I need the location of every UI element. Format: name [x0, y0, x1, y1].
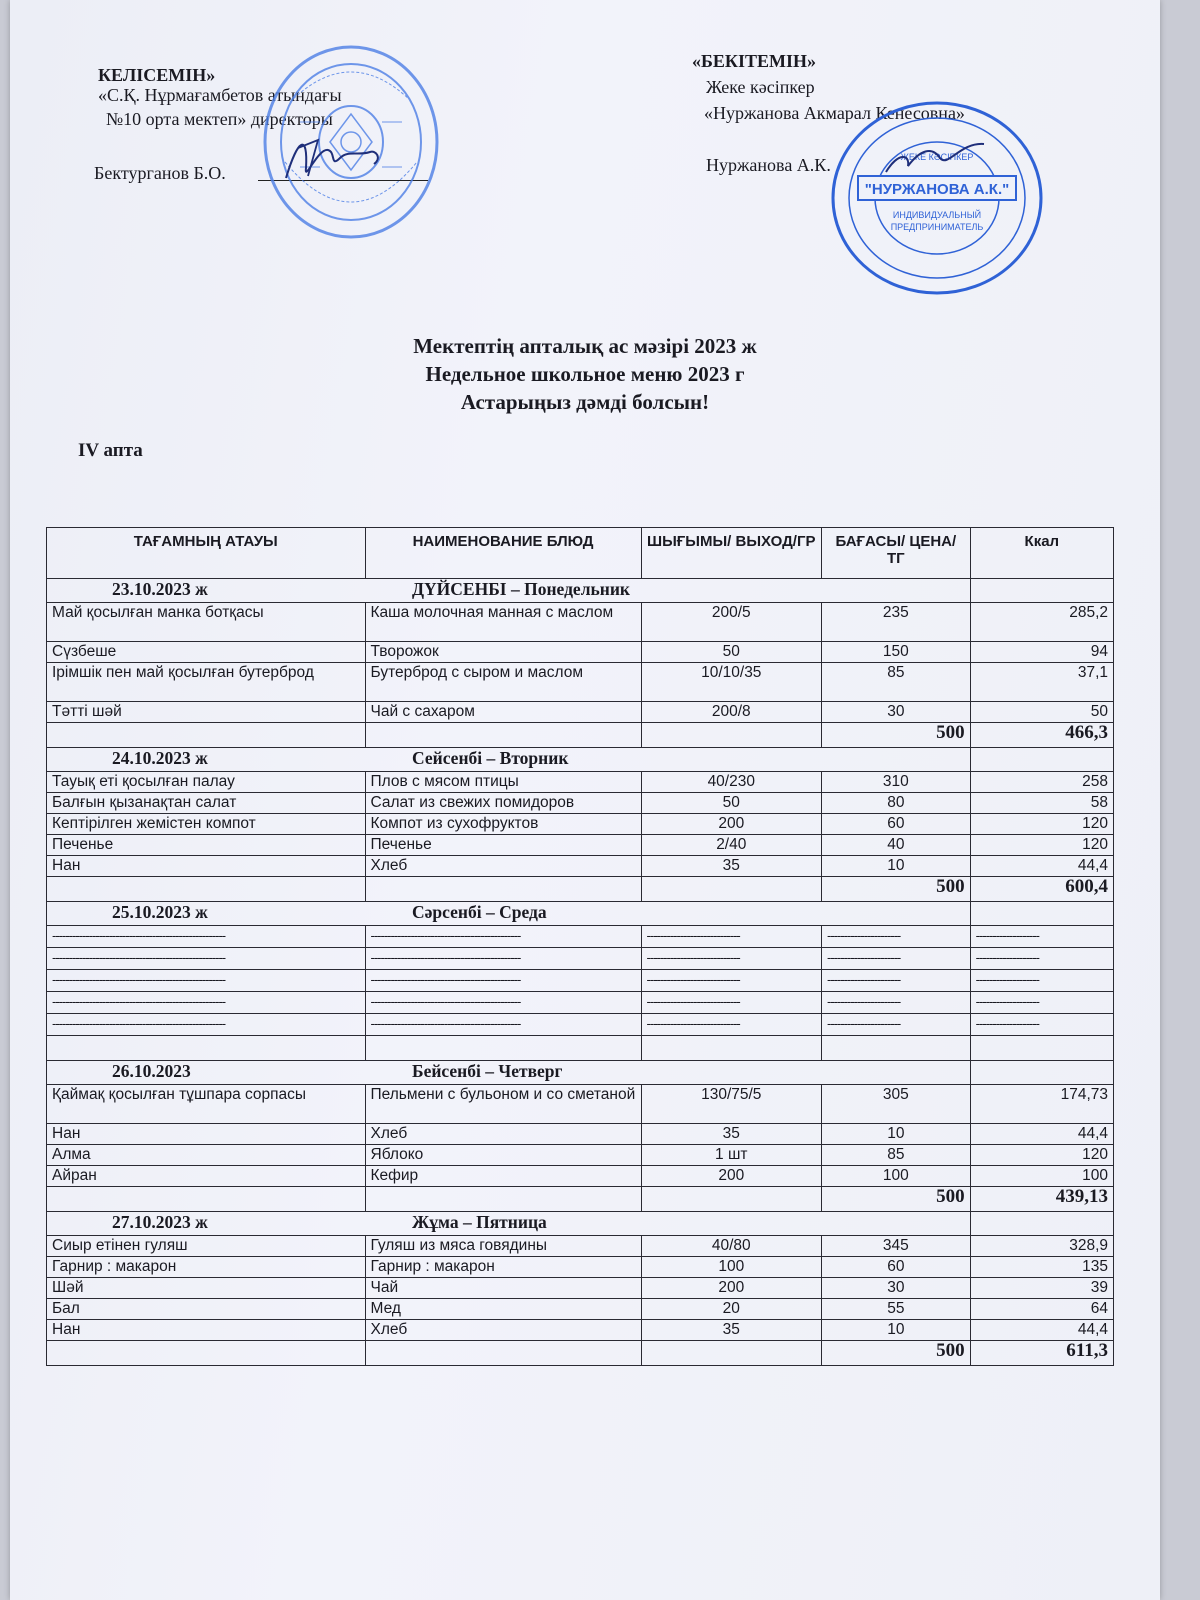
dash-cell: ---------------------------------------------	[365, 948, 641, 970]
dish-price: 30	[822, 1278, 971, 1299]
dish-yield: 200	[641, 1166, 821, 1187]
total-price: 500	[822, 723, 971, 748]
dash-cell: ----------------------------	[641, 1014, 821, 1036]
dish-kcal: 120	[970, 814, 1113, 835]
dish-kz: Сиыр етінен гуляш	[47, 1236, 366, 1257]
dish-ru: Чай с сахаром	[365, 702, 641, 723]
dish-yield: 10/10/35	[641, 663, 821, 702]
total-empty	[365, 1187, 641, 1212]
dish-ru: Творожок	[365, 642, 641, 663]
total-empty	[365, 1341, 641, 1366]
dish-ru: Каша молочная манная с маслом	[365, 603, 641, 642]
header-yield: ШЫҒЫМЫ/ ВЫХОД/ГР	[641, 528, 821, 579]
dish-kcal: 258	[970, 772, 1113, 793]
table-row	[47, 772, 1114, 793]
header-kcal: Ккал	[970, 528, 1113, 579]
total-price: 500	[822, 1341, 971, 1366]
total-empty	[365, 723, 641, 748]
dish-ru: Плов с мясом птицы	[365, 772, 641, 793]
dash-cell: ---------------------------------------------	[365, 992, 641, 1014]
dish-kcal: 37,1	[970, 663, 1113, 702]
dish-kcal: 120	[970, 835, 1113, 856]
table-row	[47, 1145, 1114, 1166]
entrepreneur-stamp	[828, 98, 1046, 298]
dash-cell: ----------------------------------------------------	[47, 1014, 366, 1036]
dish-ru: Печенье	[365, 835, 641, 856]
table-row	[47, 856, 1114, 877]
total-empty	[47, 1187, 366, 1212]
week-label: IV апта	[78, 440, 143, 461]
day-date: 23.10.2023 ж	[112, 579, 208, 599]
total-kcal: 466,3	[970, 723, 1113, 748]
table-row	[47, 642, 1114, 663]
dish-kcal: 100	[970, 1166, 1113, 1187]
dash-cell: ---------------------------------------------	[365, 970, 641, 992]
total-kcal: 600,4	[970, 877, 1113, 902]
empty-row	[47, 1036, 1114, 1061]
dish-yield: 200/8	[641, 702, 821, 723]
right-approval-line2: «Нуржанова Акмарал Кенесовна»	[704, 103, 965, 123]
day-header-row	[47, 1212, 1114, 1236]
left-signer-name: Бектурганов Б.О.	[94, 163, 226, 183]
table-row	[47, 603, 1114, 642]
dish-ru: Хлеб	[365, 856, 641, 877]
day-date: 26.10.2023	[112, 1061, 191, 1081]
day-name: Сейсенбі – Вторник	[412, 748, 569, 768]
dish-yield: 1 шт	[641, 1145, 821, 1166]
dish-yield: 50	[641, 642, 821, 663]
title-ru: Недельное школьное меню 2023 г	[425, 362, 745, 386]
table-header-row	[47, 528, 1114, 579]
dash-cell: ----------------------	[822, 970, 971, 992]
total-empty	[641, 723, 821, 748]
table-row	[47, 1166, 1114, 1187]
table-row	[47, 1299, 1114, 1320]
dish-ru: Бутерброд с сыром и маслом	[365, 663, 641, 702]
dash-cell: -------------------	[970, 948, 1113, 970]
dash-row	[47, 926, 1114, 948]
dish-price: 60	[822, 814, 971, 835]
dish-yield: 200	[641, 1278, 821, 1299]
dish-price: 100	[822, 1166, 971, 1187]
dish-price: 235	[822, 603, 971, 642]
total-empty	[641, 877, 821, 902]
dish-yield: 200	[641, 814, 821, 835]
dash-cell: ----------------------------------------------------	[47, 992, 366, 1014]
dash-cell: -------------------	[970, 970, 1113, 992]
dash-cell: ----------------------	[822, 992, 971, 1014]
day-header-row	[47, 748, 1114, 772]
stamp-role-kz: ЖЕКЕ КӘСІПКЕР	[900, 152, 974, 162]
dash-cell: ----------------------------	[641, 948, 821, 970]
dish-ru: Хлеб	[365, 1124, 641, 1145]
dish-ru: Чай	[365, 1278, 641, 1299]
empty-cell	[822, 1036, 971, 1061]
left-approval-line1: «С.Қ. Нұрмағамбетов атындағы	[98, 85, 342, 105]
dish-price: 40	[822, 835, 971, 856]
dash-cell: -------------------	[970, 926, 1113, 948]
empty-cell	[365, 1036, 641, 1061]
dish-kcal: 58	[970, 793, 1113, 814]
day-name: ДҮЙСЕНБІ – Понедельник	[412, 579, 631, 599]
day-name: Бейсенбі – Четверг	[412, 1061, 563, 1081]
dish-kcal: 44,4	[970, 1124, 1113, 1145]
total-empty	[365, 877, 641, 902]
day-total-row	[47, 1187, 1114, 1212]
dish-kz: Қаймақ қосылған тұшпара сорпасы	[47, 1085, 366, 1124]
day-name: Жұма – Пятница	[412, 1212, 547, 1232]
dish-yield: 40/230	[641, 772, 821, 793]
dish-kz: Сүзбеше	[47, 642, 366, 663]
dish-price: 10	[822, 1124, 971, 1145]
table-row	[47, 793, 1114, 814]
dish-ru: Кефир	[365, 1166, 641, 1187]
dish-kcal: 94	[970, 642, 1113, 663]
day-header-cell	[47, 579, 971, 603]
dish-kz: Май қосылған манка ботқасы	[47, 603, 366, 642]
dish-kz: Гарнир : макарон	[47, 1257, 366, 1278]
menu-table	[46, 527, 1114, 1366]
dash-row	[47, 970, 1114, 992]
dish-yield: 200/5	[641, 603, 821, 642]
dish-kz: Нан	[47, 1124, 366, 1145]
dish-kcal: 39	[970, 1278, 1113, 1299]
entrepreneur-signature	[880, 132, 990, 182]
dash-cell: ---------------------------------------------	[365, 926, 641, 948]
day-header-row	[47, 1061, 1114, 1085]
document-page	[10, 0, 1160, 1600]
dish-kz: Шәй	[47, 1278, 366, 1299]
total-empty	[47, 877, 366, 902]
total-empty	[641, 1341, 821, 1366]
day-date: 27.10.2023 ж	[112, 1212, 208, 1232]
dish-ru: Гарнир : макарон	[365, 1257, 641, 1278]
dish-kz: Бал	[47, 1299, 366, 1320]
dish-kz: Печенье	[47, 835, 366, 856]
dish-ru: Гуляш из мяса говядины	[365, 1236, 641, 1257]
dash-row	[47, 948, 1114, 970]
table-row	[47, 702, 1114, 723]
dish-ru: Пельмени с бульоном и со сметаной	[365, 1085, 641, 1124]
header-ru-name: НАИМЕНОВАНИЕ БЛЮД	[365, 528, 641, 579]
table-row	[47, 1320, 1114, 1341]
dish-yield: 100	[641, 1257, 821, 1278]
dish-yield: 35	[641, 1124, 821, 1145]
dash-row	[47, 1014, 1114, 1036]
day-header-empty	[970, 902, 1113, 926]
day-header-cell	[47, 1061, 971, 1085]
day-header-row	[47, 579, 1114, 603]
dish-yield: 50	[641, 793, 821, 814]
dash-cell: ----------------------------	[641, 926, 821, 948]
dish-ru: Салат из свежих помидоров	[365, 793, 641, 814]
day-total-row	[47, 723, 1114, 748]
dish-kcal: 120	[970, 1145, 1113, 1166]
table-row	[47, 814, 1114, 835]
total-price: 500	[822, 1187, 971, 1212]
table-row	[47, 835, 1114, 856]
dish-ru: Хлеб	[365, 1320, 641, 1341]
dash-cell: -------------------	[970, 992, 1113, 1014]
dish-kcal: 44,4	[970, 856, 1113, 877]
dish-kcal: 174,73	[970, 1085, 1113, 1124]
day-header-empty	[970, 579, 1113, 603]
left-approval-title: КЕЛІСЕМІН»	[98, 65, 216, 85]
day-header-empty	[970, 1061, 1113, 1085]
table-row	[47, 663, 1114, 702]
dish-kz: Ірімшік пен май қосылған бутерброд	[47, 663, 366, 702]
dish-price: 10	[822, 856, 971, 877]
dish-price: 10	[822, 1320, 971, 1341]
title-wish: Астарыңыз дәмді болсын!	[460, 390, 710, 414]
dish-yield: 35	[641, 1320, 821, 1341]
dash-cell: ----------------------------------------------------	[47, 948, 366, 970]
dish-kcal: 328,9	[970, 1236, 1113, 1257]
dish-kcal: 135	[970, 1257, 1113, 1278]
empty-cell	[970, 1036, 1113, 1061]
dash-cell: ----------------------------	[641, 992, 821, 1014]
empty-cell	[47, 1036, 366, 1061]
dish-yield: 130/75/5	[641, 1085, 821, 1124]
dish-price: 30	[822, 702, 971, 723]
dash-cell: ----------------------------	[641, 970, 821, 992]
dish-price: 310	[822, 772, 971, 793]
header-price: БАҒАСЫ/ ЦЕНА/ТГ	[822, 528, 971, 579]
dish-kz: Тауық еті қосылған палау	[47, 772, 366, 793]
dish-yield: 40/80	[641, 1236, 821, 1257]
dish-kz: Тәтті шәй	[47, 702, 366, 723]
day-total-row	[47, 1341, 1114, 1366]
empty-cell	[641, 1036, 821, 1061]
stamp-main-name: "НУРЖАНОВА А.К."	[864, 181, 1010, 198]
dish-kcal: 50	[970, 702, 1113, 723]
day-name: Сәрсенбі – Среда	[412, 902, 547, 922]
dash-cell: ----------------------------------------------------	[47, 926, 366, 948]
dash-cell: ----------------------	[822, 1014, 971, 1036]
dash-cell: -------------------	[970, 1014, 1113, 1036]
dish-kz: Алма	[47, 1145, 366, 1166]
table-row	[47, 1236, 1114, 1257]
total-empty	[47, 1341, 366, 1366]
dish-kz: Балғын қызанақтан салат	[47, 793, 366, 814]
dish-ru: Яблоко	[365, 1145, 641, 1166]
table-row	[47, 1085, 1114, 1124]
dish-ru: Компот из сухофруктов	[365, 814, 641, 835]
dish-kz: Кептірілген жемістен компот	[47, 814, 366, 835]
dish-kcal: 44,4	[970, 1320, 1113, 1341]
dish-ru: Мед	[365, 1299, 641, 1320]
dish-price: 85	[822, 1145, 971, 1166]
dish-yield: 20	[641, 1299, 821, 1320]
stamp-role-ru2: ПРЕДПРИНИМАТЕЛЬ	[890, 222, 984, 232]
table-row	[47, 1124, 1114, 1145]
total-empty	[641, 1187, 821, 1212]
day-header-empty	[970, 748, 1113, 772]
total-kcal: 611,3	[970, 1341, 1113, 1366]
dish-kz: Айран	[47, 1166, 366, 1187]
table-row	[47, 1278, 1114, 1299]
day-header-row	[47, 902, 1114, 926]
dash-row	[47, 992, 1114, 1014]
total-kcal: 439,13	[970, 1187, 1113, 1212]
title-kz: Мектептің апталық ас мәзірі 2023 ж	[413, 334, 757, 358]
header-kz-name: ТАҒАМНЫҢ АТАУЫ	[47, 528, 366, 579]
day-header-cell	[47, 902, 971, 926]
total-empty	[47, 723, 366, 748]
dish-price: 80	[822, 793, 971, 814]
day-header-empty	[970, 1212, 1113, 1236]
dash-cell: ---------------------------------------------	[365, 1014, 641, 1036]
dish-price: 345	[822, 1236, 971, 1257]
day-total-row	[47, 877, 1114, 902]
day-date: 24.10.2023 ж	[112, 748, 208, 768]
day-header-cell	[47, 1212, 971, 1236]
dish-price: 305	[822, 1085, 971, 1124]
dish-price: 60	[822, 1257, 971, 1278]
dish-kz: Нан	[47, 1320, 366, 1341]
dash-cell: ----------------------	[822, 926, 971, 948]
table-row	[47, 1257, 1114, 1278]
total-price: 500	[822, 877, 971, 902]
day-date: 25.10.2023 ж	[112, 902, 208, 922]
right-approval-title: «БЕКІТЕМІН»	[692, 51, 816, 71]
dish-yield: 35	[641, 856, 821, 877]
stamp-role-ru1: ИНДИВИДУАЛЬНЫЙ	[892, 210, 982, 220]
menu-body	[47, 579, 1114, 1366]
dish-kcal: 285,2	[970, 603, 1113, 642]
dash-cell: ----------------------------------------------------	[47, 970, 366, 992]
right-approval-line1: Жеке кәсіпкер	[706, 77, 815, 97]
dash-cell: ----------------------	[822, 948, 971, 970]
dish-price: 85	[822, 663, 971, 702]
dish-price: 150	[822, 642, 971, 663]
right-signer-name: Нуржанова А.К.	[706, 155, 831, 175]
dish-price: 55	[822, 1299, 971, 1320]
dish-kcal: 64	[970, 1299, 1113, 1320]
left-approval-line2: №10 орта мектеп» директоры	[106, 109, 333, 129]
director-signature	[278, 128, 388, 188]
dish-yield: 2/40	[641, 835, 821, 856]
day-header-cell	[47, 748, 971, 772]
dish-kz: Нан	[47, 856, 366, 877]
